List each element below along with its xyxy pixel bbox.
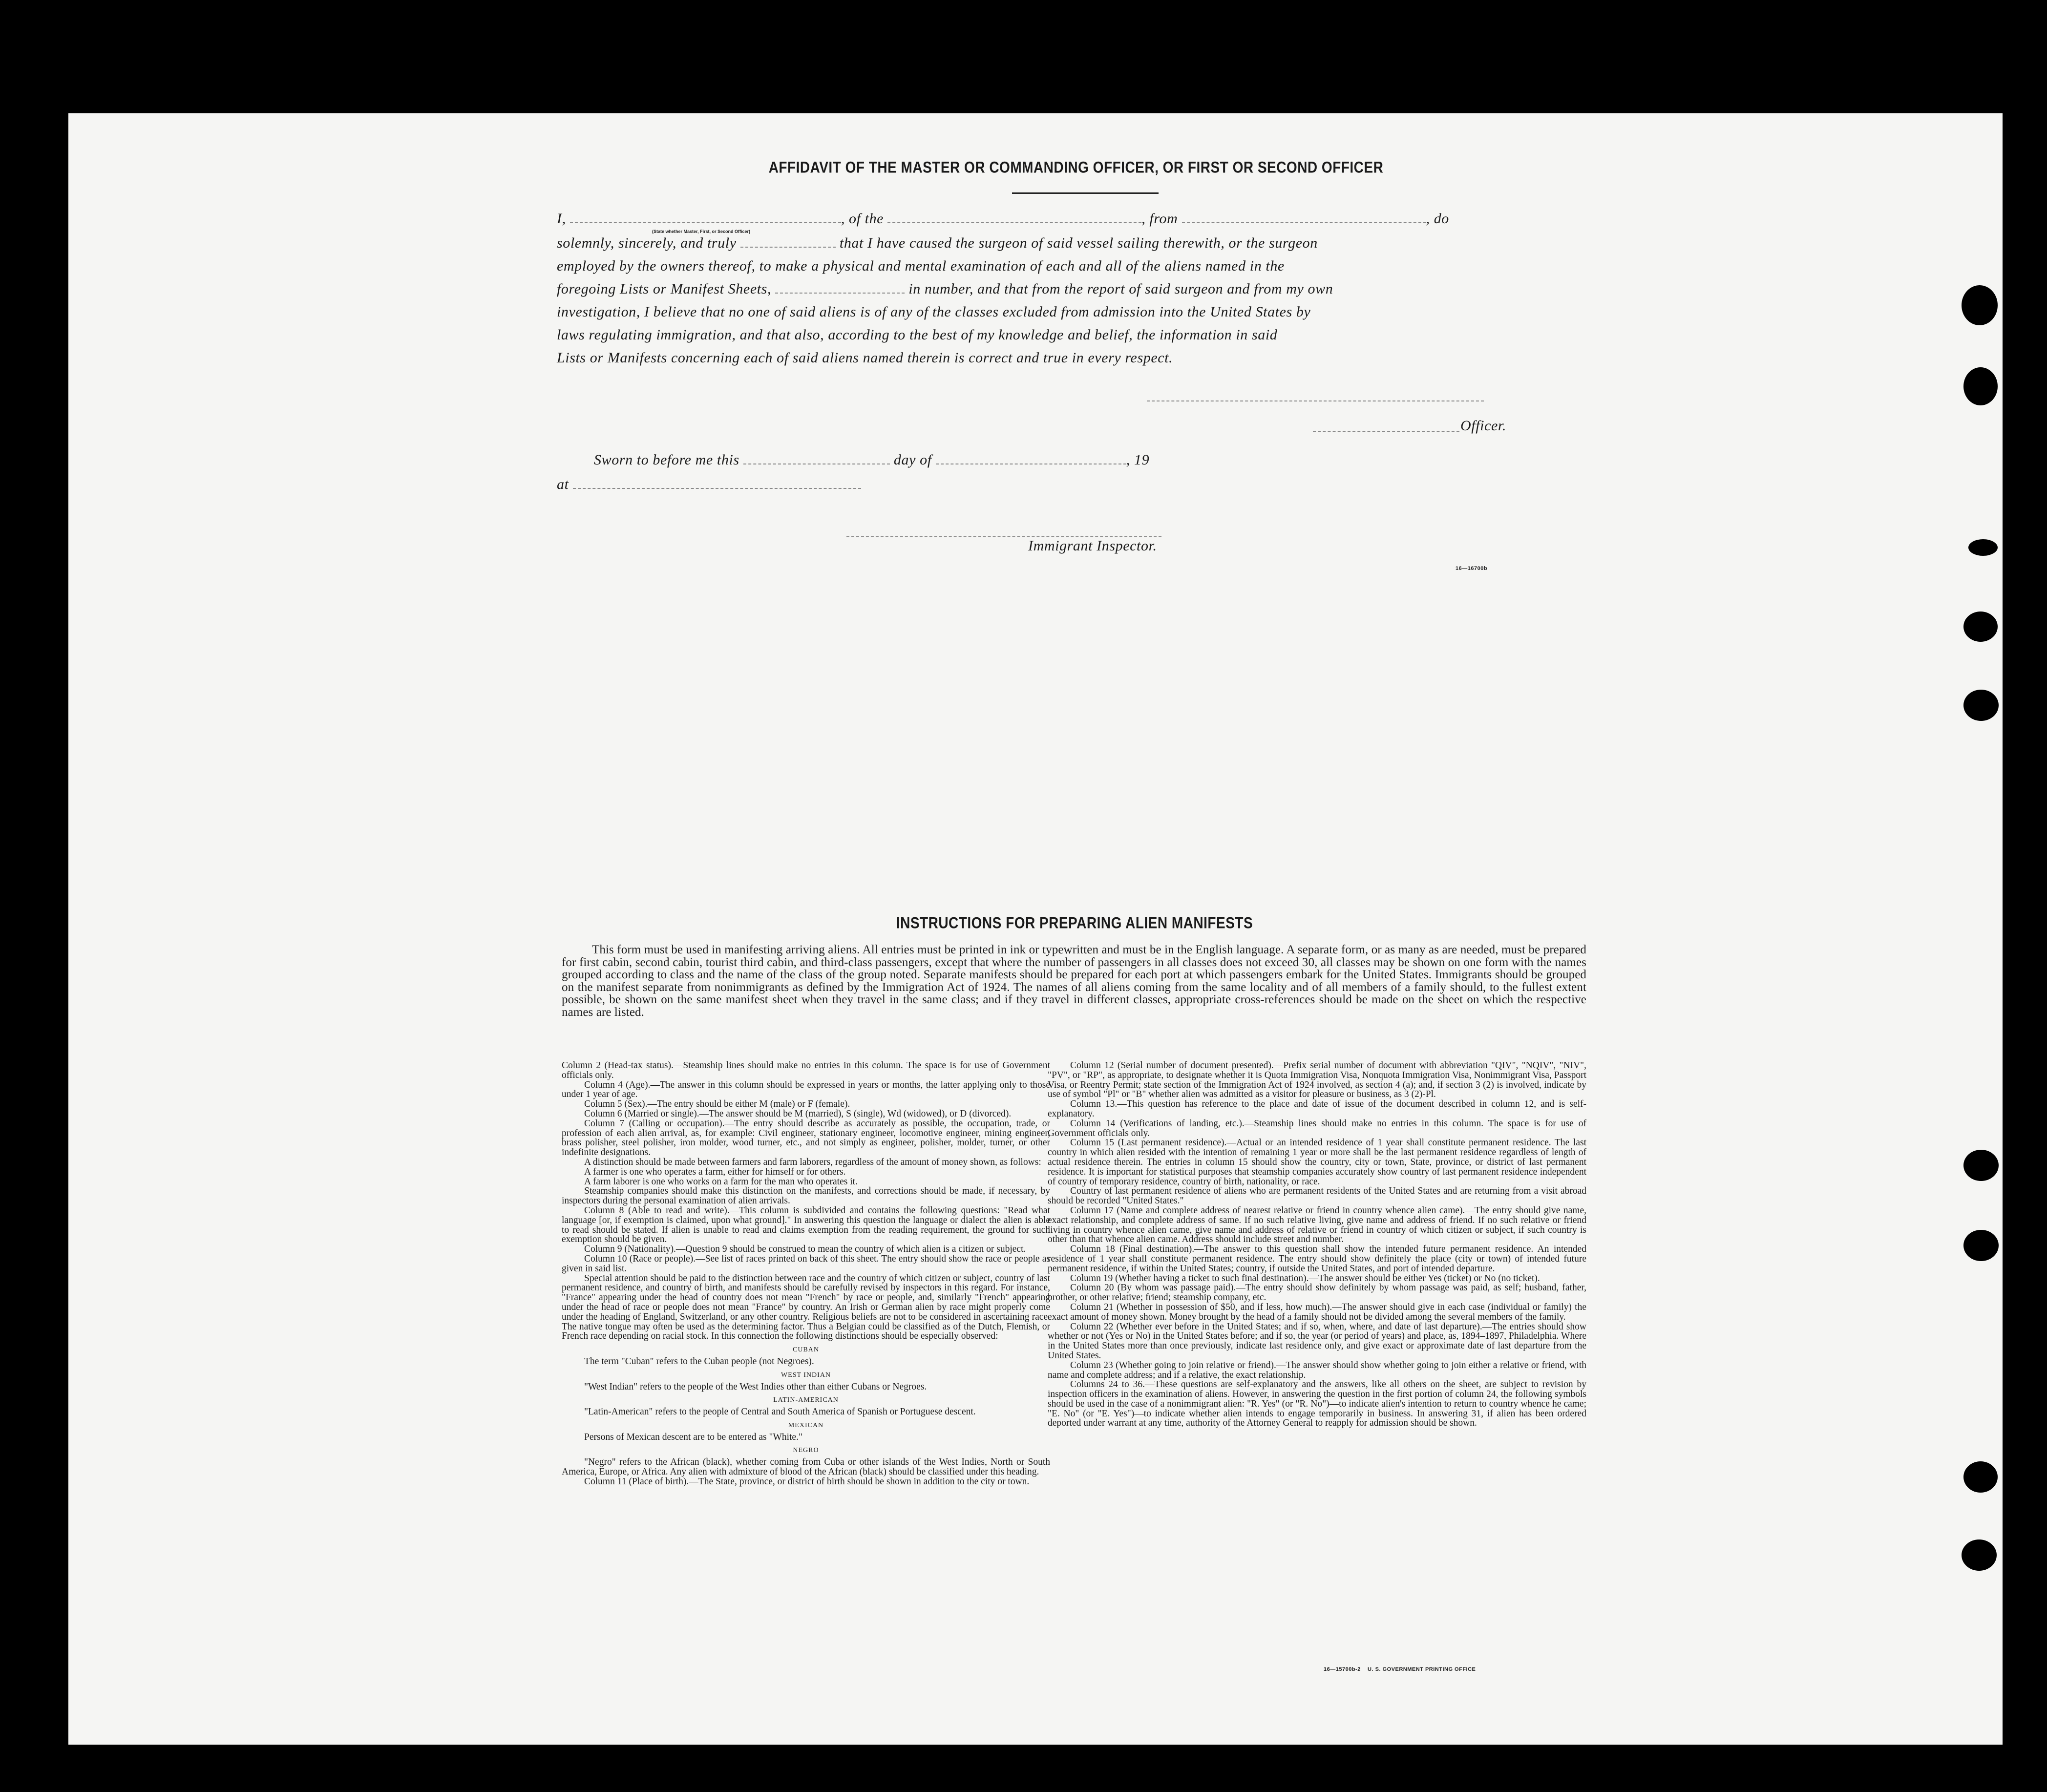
swear-blank[interactable] xyxy=(740,236,836,248)
left-para-2: Column 4 (Age).—The answer in this column should be expressed in years or months, the latter applying only to those under 1 year of age. xyxy=(562,1079,1050,1100)
left-para-6: A distinction should be made between farmers and farm laborers, regardless of the amount of money shown, as follows: xyxy=(584,1157,1041,1167)
right-para-7: Column 18 (Final destination).—The answer to this question shall show the intended future permanent residence. An intended residence of 1 year shall constitute permanent residence. The entry should show definitely the place (city or town) of intended future permanent residence, if within the United States; country, if outside the United States, and port of intended departure. xyxy=(1048,1244,1586,1274)
instructions-title: INSTRUCTIONS FOR PREPARING ALIEN MANIFESTS xyxy=(896,914,1253,932)
left-para-4: Column 6 (Married or single).—The answer should be M (married), S (single), Wd (widowed), or D (divorced). xyxy=(584,1108,1012,1119)
left-para-12: Column 10 (Race or people).—See list of races printed on back of this sheet. The entry should show the race or people as given in said list. xyxy=(562,1253,1050,1274)
line4-text-a: foregoing Lists or Manifest Sheets, xyxy=(557,281,772,297)
affidavit-line-5: investigation, I believe that no one of said aliens is of any of the classes excluded from admission into the United States by xyxy=(557,304,1311,320)
affidavit-line-2 xyxy=(557,232,1573,254)
latin-american-heading: LATIN-AMERICAN xyxy=(773,1396,839,1404)
right-para-11: Column 22 (Whether ever before in the United States; and if so, when, where, and date of last departure).—The entries should show whether or not (Yes or No) in the United States before; and if so, the year (or period of years) and place, as, 1894–1897, Philadelphia. Where in the United States more than once previously, indicate last residence only, and give exact or approximate date of last departure from the United States. xyxy=(1048,1321,1586,1361)
right-para-12: Column 23 (Whether going to join relative or friend).—The answer should show whether going to join either a relative or friend, with name and complete address; and if a relative, the exact relationship. xyxy=(1048,1360,1586,1380)
sworn-month-blank[interactable] xyxy=(936,453,1126,464)
punch-hole xyxy=(1963,611,1998,642)
left-para-11: Column 9 (Nationality).—Question 9 should be construed to mean the country of which alien is a citizen or subject. xyxy=(584,1244,1026,1255)
mexican-text: Persons of Mexican descent are to be entered as "White." xyxy=(584,1432,802,1442)
column-11-text: Column 11 (Place of birth).—The State, province, or district of birth should be shown in addition to the city or town. xyxy=(584,1476,1030,1487)
west-indian-text: "West Indian" refers to the people of the West Indies other than either Cubans or Negroes. xyxy=(584,1381,927,1392)
right-para-10: Column 21 (Whether in possession of $50, and if less, how much).—The answer should give in each case (individual or family) the exact amount of money shown. Money brought by the head of a family should not be divided among the several members of the family. xyxy=(1048,1302,1586,1322)
document-page xyxy=(68,113,2003,1745)
officer-label: Officer. xyxy=(1460,418,1506,434)
right-para-9: Column 20 (By whom was passage paid).—The entry should show definitely by whom passage was paid, as self; husband, father, brother, or other relative; friend; steamship company, etc. xyxy=(1048,1283,1586,1303)
rank-note: (State whether Master, First, or Second Officer) xyxy=(652,229,751,234)
punch-hole xyxy=(1963,367,1998,405)
punch-hole xyxy=(1962,1539,1997,1571)
affidavit-line-7: Lists or Manifests concerning each of said aliens named therein is correct and true in every respect. xyxy=(557,350,1173,366)
sheet-count-blank[interactable] xyxy=(775,282,905,294)
word-i: I, xyxy=(557,211,566,227)
left-para-3: Column 5 (Sex).—The entry should be either M (male) or F (female). xyxy=(584,1099,850,1110)
punch-hole xyxy=(1963,1230,1999,1261)
affidavit-title: AFFIDAVIT OF THE MASTER OR COMMANDING OFFICER, OR FIRST OR SECOND OFFICER xyxy=(768,158,1384,176)
word-of-the: , of the xyxy=(841,211,884,227)
affidavit-line-6: laws regulating immigration, and that also, according to the best of my knowledge and belief, the information in said xyxy=(557,327,1278,343)
right-para-13: Columns 24 to 36.—These questions are self-explanatory and the answers, like all others on the sheet, are subject to revision by inspection officers in the examination of aliens. However, in answering the question in the first portion of column 24, the following symbols should be used in the case of a nonimmigrant alien: "R. Yes" (or "R. No")—to indicate alien's intention to return to country whence he came; "E. No" (or "E. Yes")—to indicate whether alien intends to engage temporarily in business. In answering 31, if alien has been ordered deported under warrant at any time, authority of the Attorney General to reapply for admission should be shown. xyxy=(1048,1379,1586,1429)
left-para-5: Column 7 (Calling or occupation).—The entry should describe as accurately as possible, the occupation, trade, or profession of each alien arrival, as, for example: Civil engineer, stationary engineer, locomotive engineer, mining engineer, brass polisher, steel polisher, iron molder, wood turner, etc., and not simply as engineer, polisher, molder, turner, or other indefinite designations. xyxy=(562,1118,1050,1158)
officer-rank-blank[interactable] xyxy=(570,211,841,223)
line4-text-b: in number, and that from the report of said surgeon and from my own xyxy=(908,281,1333,297)
title-underline xyxy=(1012,192,1159,194)
affidavit-line-4 xyxy=(557,277,1573,300)
right-para-5: Country of last permanent residence of aliens who are permanent residents of the United States and are returning from a visit abroad should be recorded "United States." xyxy=(1048,1186,1586,1206)
instructions-intro: This form must be used in manifesting arriving aliens. All entries must be printed in ink or typewritten and must be in the English language. A separate form, or as many as are needed, must be prepared for first cabin, second cabin, tourist third cabin, and third-class passengers, except that where the number of passengers in all classes does not exceed 30, all classes may be shown on one form with the names grouped according to class and the name of the class of the group noted. Separate manifests should be prepared for each port at which passengers embark for the United States. Immigrants should be grouped on the manifest separate from nonimmigrants as defined by the Immigration Act of 1924. The names of all aliens coming from the same locality and of all members of a family should, to the fullest extent possible, be shown on the same manifest sheet when they travel in the same class; and if they travel in different classes, appropriate cross-references should be made on the sheet on which the respective names are listed. xyxy=(562,943,1586,1019)
right-para-4: Column 15 (Last permanent residence).—Actual or an intended residence of 1 year shall constitute permanent residence. The last country in which alien resided with the intention of remaining 1 year or more shall be the last permanent residence regardless of length of actual residence therein. The entries in column 15 should show the country, city or town, State, province, or district of last permanent residence. It is important for statistical purposes that steamship companies accurately show country of last permanent residence independent of country of temporary residence, country of birth, nationality, or race. xyxy=(1048,1138,1586,1187)
right-para-2: Column 13.—This question has reference to the place and date of issue of the document described in column 12, and is self-explanatory. xyxy=(1048,1099,1586,1119)
left-para-10: Column 8 (Able to read and write).—This column is subdivided and contains the following questions: "Read what language [or, if exemption is claimed, upon what ground]." In answering this question the language or dialect the alien is able to read should be stated. If alien is unable to read and claims exemption from the reading requirement, the ground for such exemption should be given. xyxy=(562,1205,1050,1245)
west-indian-heading: WEST INDIAN xyxy=(781,1371,831,1379)
line2-text-b: that I have caused the surgeon of said vessel sailing therewith, or the surgeon xyxy=(839,235,1318,251)
at-line xyxy=(557,473,861,496)
left-para-13: Special attention should be paid to the distinction between race and the country of which citizen or subject, country of last permanent residence, and country of birth, and manifests should be carefully revised by inspectors in this regard. For instance, "France" appearing under the head of country does not mean "French" by race or people, and, similarly "French" appearing under the head of race or people does not mean "France" by country. An Irish or German alien by race might properly come under the heading of England, Switzerland, or any other country. Religious beliefs are not to be considered in ascertaining race. The native tongue may often be used as the determining factor. Thus a Belgian could be classified as of the Dutch, Flemish, or French race depending on racial stock. In this connection the following distinctions should be especially observed: xyxy=(562,1273,1050,1342)
right-para-6: Column 17 (Name and complete address of nearest relative or friend in country whence alien came).—The entry should give name, exact relationship, and complete address of same. If no such relative living, give name and address of friend. If no such relative or friend living in country whence alien came, give name and address of relative or friend in country of which citizen or subject, if such country is other than that whence alien came. Address should include street and number. xyxy=(1048,1205,1586,1245)
right-para-3: Column 14 (Verifications of landing, etc.).—Steamship lines should make no entries in this column. The space is for use of Government officials only. xyxy=(1048,1118,1586,1138)
sworn-line xyxy=(594,448,1307,471)
inspector-label: Immigrant Inspector. xyxy=(1028,538,1157,554)
sworn-text-a: Sworn to before me this xyxy=(594,452,739,468)
left-para-7: A farmer is one who operates a farm, either for himself or for others. xyxy=(584,1166,846,1177)
sworn-text-c: , 19 xyxy=(1126,452,1150,468)
signature-line-2[interactable] xyxy=(1313,431,1459,432)
punch-hole xyxy=(1963,690,1999,721)
from-port-blank[interactable] xyxy=(1182,211,1426,223)
left-para-9: Steamship companies should make this distinction on the manifests, and corrections should be made, if necessary, by inspectors during the personal examination of alien arrivals. xyxy=(562,1186,1050,1206)
affidavit-line-3: employed by the owners thereof, to make a physical and mental examination of each and all of the aliens named in the xyxy=(557,258,1285,274)
instructions-right-column xyxy=(1048,1061,1586,1428)
punch-hole xyxy=(1963,1150,1999,1181)
sworn-day-blank[interactable] xyxy=(743,453,890,464)
cuban-text: The term "Cuban" refers to the Cuban people (not Negroes). xyxy=(584,1356,814,1367)
vessel-blank[interactable] xyxy=(887,211,1141,223)
right-para-1: Column 12 (Serial number of document presented).—Prefix serial number of document with abbreviation "QIV", "NQIV", "NIV", "PV", or "RP", as appropriate, to designate whether it is Quota Immigration Visa, Nonquota Immigration Visa, Nonimmigrant Visa, Passport Visa, or Reentry Permit; state section of the Immigration Act of 1924 involved, as section 4 (a); and, if section 3 (2) is involved, indicate by use of symbol "Pl" or "B" whether alien was admitted as a visitor for pleasure or business, as 3 (2)-Pl. xyxy=(1048,1060,1586,1100)
punch-hole xyxy=(1968,539,1998,556)
line2-text-a: solemnly, sincerely, and truly xyxy=(557,235,737,251)
right-para-8: Column 19 (Whether having a ticket to such final destination).—The answer should be either Yes (ticket) or No (no ticket). xyxy=(1070,1273,1540,1284)
instructions-left-column xyxy=(562,1061,1050,1487)
left-para-1: Column 2 (Head-tax status).—Steamship lines should make no entries in this column. The space is for use of Government officials only. xyxy=(562,1060,1050,1080)
affidavit-line-1 xyxy=(557,207,1573,230)
at-place-blank[interactable] xyxy=(573,477,861,489)
negro-text: "Negro" refers to the African (black), whether coming from Cuba or other islands of the West Indies, North or South America, Europe, or Africa. Any alien with admixture of blood of the African (black) should be classified under this heading. xyxy=(562,1457,1050,1477)
cuban-heading: CUBAN xyxy=(792,1346,819,1354)
latin-american-text: "Latin-American" refers to the people of Central and South America of Spanish or Portuguese descent. xyxy=(584,1407,976,1417)
mexican-heading: MEXICAN xyxy=(788,1421,824,1429)
negro-heading: NEGRO xyxy=(793,1447,819,1455)
word-do: , do xyxy=(1426,211,1449,227)
word-from: , from xyxy=(1141,211,1178,227)
left-para-8: A farm laborer is one who works on a farm for the man who operates it. xyxy=(584,1176,858,1187)
at-text: at xyxy=(557,476,569,492)
punch-hole xyxy=(1962,285,1998,325)
punch-hole xyxy=(1963,1461,1998,1493)
sworn-text-b: day of xyxy=(893,452,932,468)
printing-office-footer: 16—15700b-2 U. S. GOVERNMENT PRINTING OFFICE xyxy=(1324,1666,1476,1672)
form-code: 16—16700b xyxy=(1456,566,1488,571)
